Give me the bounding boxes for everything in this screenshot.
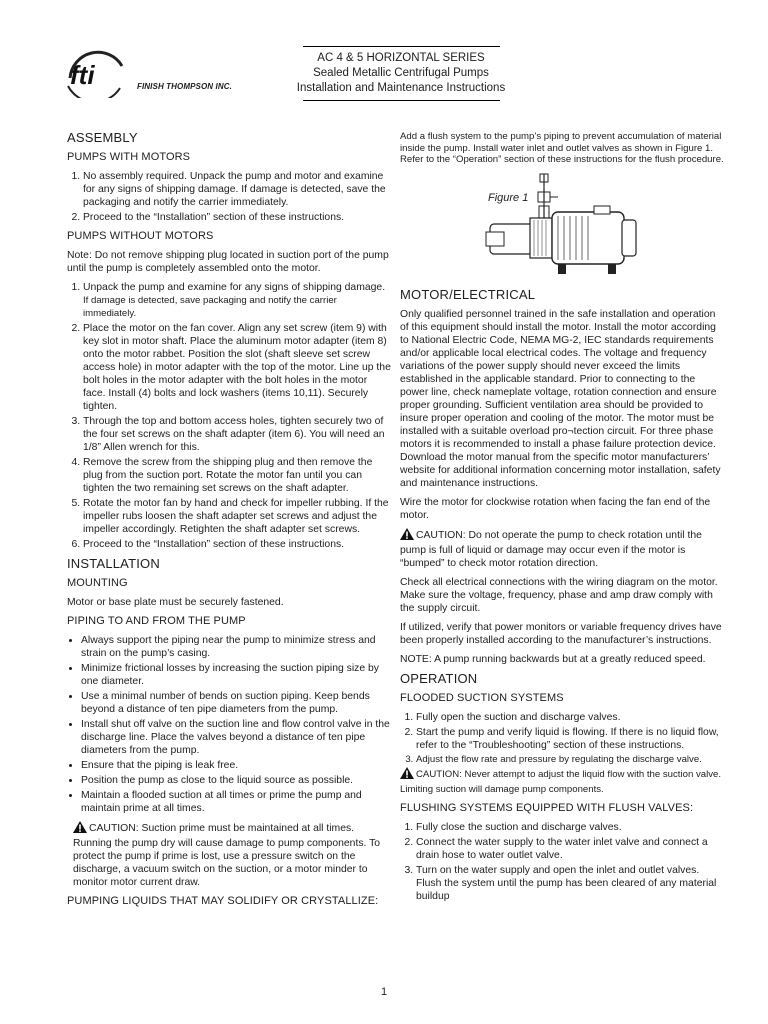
list-item: 1. No assembly required. Unpack the pump and motor and examine for any signs of shipping damage. If damage is detected, save the packaging and notify the carrier immediately. — [83, 170, 391, 209]
list-item: 3. Adjust the flow rate and pressure by regulating the discharge valve. — [416, 754, 726, 766]
list-item: • Position the pump as close to the liquid source as possible. — [81, 774, 391, 787]
page-title — [276, 51, 526, 96]
caution-label: CAUTION: — [89, 823, 139, 834]
company-logo — [60, 48, 130, 98]
company-name: FINISH THOMPSON INC. — [137, 82, 232, 91]
piping-list — [67, 634, 391, 815]
list-item: 2. Proceed to the “Installation” section of these instructions. — [83, 211, 391, 224]
warning-icon — [400, 767, 414, 783]
assembly-heading: ASSEMBLY — [67, 130, 138, 145]
flushing-list — [400, 821, 726, 903]
solidify-heading: PUMPING LIQUIDS THAT MAY SOLIDIFY OR CRYSTALLIZE: — [67, 895, 379, 907]
without-motors-list — [67, 281, 391, 551]
warning-icon — [400, 528, 414, 544]
shipping-plug-note: Note: Do not remove shipping plug located in suction port of the pump until the pump is completely assembled onto the motor. — [67, 250, 389, 274]
with-motors-list — [67, 170, 391, 224]
flooded-suction-heading: FLOODED SUCTION SYSTEMS — [400, 691, 564, 704]
right-column — [400, 131, 726, 909]
flooded-list — [400, 711, 726, 766]
suction-caution — [67, 821, 391, 889]
header-rule-bottom — [303, 100, 500, 101]
left-column — [67, 131, 391, 914]
caution-text: Never attempt to adjust the liquid flow with the suction valve. Limiting suction will damage pump components. — [400, 769, 722, 795]
list-item: 5. Rotate the motor fan by hand and check for impeller rubbing. If the impeller rubs loosen the shaft adapter set screws and adjust the impeller accordingly. Retighten the shaft adapter set screws. — [83, 497, 391, 536]
title-line-3: Installation and Maintenance Instructions — [296, 82, 506, 94]
motor-electrical-heading: MOTOR/ELECTRICAL — [400, 286, 536, 302]
pumps-with-motors-heading: PUMPS WITH MOTORS — [67, 151, 191, 163]
list-item: • Ensure that the piping is leak free. — [81, 759, 391, 772]
flushing-heading: FLUSHING SYSTEMS EQUIPPED WITH FLUSH VALVES: — [400, 802, 694, 814]
suction-valve-caution — [400, 767, 726, 796]
page-number: 1 — [380, 986, 388, 998]
mounting-heading: MOUNTING — [67, 577, 128, 589]
list-item: 2. Start the pump and verify liquid is flowing. If there is no liquid flow, refer to the “Troubleshooting” section of these instructions. — [416, 726, 726, 752]
list-item: 1. Fully open the suction and discharge valves. — [416, 711, 726, 724]
operation-heading: OPERATION — [400, 670, 478, 686]
list-item: • Maintain a flooded suction at all times or prime the pump and maintain prime at all times. — [81, 789, 391, 815]
list-item: 3. Through the top and bottom access holes, tighten securely two of the four set screws on the shaft adapter (item 6). You will need an 1/8” Allen wrench for this. — [83, 415, 391, 454]
list-item-text: Unpack the pump and examine for any signs of shipping damage. — [83, 282, 386, 293]
list-item: • Install shut off valve on the suction line and flow control valve in the discharge line. Place the valves beyond a distance of ten pipe diameters from the pump. — [81, 718, 391, 757]
figure-label: Figure 1 — [488, 191, 529, 204]
list-item: 1. Fully close the suction and discharge valves. — [416, 821, 726, 834]
list-item: • Always support the piping near the pump to minimize stress and strain on the pump’s casing. — [81, 634, 391, 660]
installation-heading: INSTALLATION — [67, 556, 160, 571]
mounting-text: Motor or base plate must be securely fastened. — [67, 597, 284, 608]
title-line-2: Sealed Metallic Centrifugal Pumps — [313, 67, 489, 79]
caution-label: CAUTION: — [416, 769, 462, 780]
list-item: 2. Place the motor on the fan cover. Align any set screw (item 9) with key slot in motor shaft. Place the aluminum motor adapter (item 8) onto the motor rabbet. Position the slot (shaft sleeve set screw access hole) in motor adapter with the top of the motor. Line up the bolt holes in the motor adapter with the bolt holes in the motor face. Install (4) bolts and lock washers (items 10,11). Securely tighten. — [83, 322, 391, 413]
figure-1 — [400, 172, 726, 280]
piping-heading: PIPING TO AND FROM THE PUMP — [67, 615, 246, 627]
motor-paragraph-3: Check all electrical connections with the wiring diagram on the motor. Make sure the voltage, frequency, phase and amp draw comply with the supply circuit. — [400, 576, 718, 614]
list-item: 3. Turn on the water supply and open the inlet and outlet valves. Flush the system until the pump has been cleared of any material buildup — [416, 864, 726, 903]
list-item — [83, 281, 391, 320]
flush-intro: Add a flush system to the pump’s piping to prevent accumulation of material inside the pump. Install water inlet and outlet valves as shown in Figure 1. Refer to the “Operation” section of these instructions for the flush procedure. — [400, 131, 724, 165]
list-item: • Use a minimal number of bends on suction piping. Keep bends beyond a distance of ten pipe diameters from the pump. — [81, 690, 391, 716]
backwards-note: NOTE: A pump running backwards but at a greatly reduced speed. — [400, 653, 706, 665]
title-line-1: AC 4 & 5 HORIZONTAL SERIES — [317, 52, 485, 64]
caution-label: CAUTION: — [416, 529, 466, 541]
list-item: 6. Proceed to the “Installation” section of these instructions. — [83, 538, 391, 551]
pump-diagram — [482, 172, 642, 280]
warning-icon — [73, 821, 87, 837]
caution-text: Do not operate the pump to check rotation until the pump is full of liquid or damage may occur even if the motor is “bumped” to check motor rotation direction. — [400, 529, 702, 569]
list-item: • Minimize frictional losses by increasing the suction piping size by one diameter. — [81, 662, 391, 688]
header-rule-top — [303, 46, 500, 47]
logo-text: fti — [70, 60, 95, 90]
list-item: 2. Connect the water supply to the water inlet valve and connect a drain hose to water outlet valve. — [416, 836, 726, 862]
list-item-note: If damage is detected, save packaging and notify the carrier immediately. — [83, 295, 337, 319]
rotation-caution — [400, 528, 726, 570]
motor-paragraph-2: Wire the motor for clockwise rotation when facing the fan end of the motor. — [400, 496, 711, 521]
list-item: 4. Remove the screw from the shipping plug and then remove the plug from the suction port. Rotate the motor fan until you can tighten the two remaining set screws on the shaft adapter. — [83, 456, 391, 495]
motor-paragraph-1: Only qualified personnel trained in the safe installation and operation of this equipment should install the motor. Install the motor according to National Electric Code, NEMA MG-2, IEC standards requirements and/or applicable local electrical codes. The voltage and frequency variations of the power supply should never exceed the limits established in the applicable standard. Prior to connecting to the power line, check nameplate voltage, rotation connection and ensure proper grounding. Sufficient ventilation area should be provided to insure proper operation and cooling of the motor. The motor must be installed with a suitable overload pro¬tection circuit. For three phase motors it is recommended to install a phase failure protection device. Download the motor manual from the specific motor manufacturers’ website for additional information concerning motor installation, safety and maintenance instructions. — [400, 308, 721, 489]
pumps-without-motors-heading: PUMPS WITHOUT MOTORS — [67, 230, 214, 242]
caution-text: Suction prime must be maintained at all times. Running the pump dry will cause damage to pump components. To protect the pump if prime is lost, use a pressure switch on the discharge, a vacuum switch on the suction, or a motor minder to monitor motor current draw. — [73, 823, 381, 888]
motor-paragraph-4: If utilized, verify that power monitors or variable frequency drives have been properly installed according to the manufacturer’s instructions. — [400, 621, 722, 646]
